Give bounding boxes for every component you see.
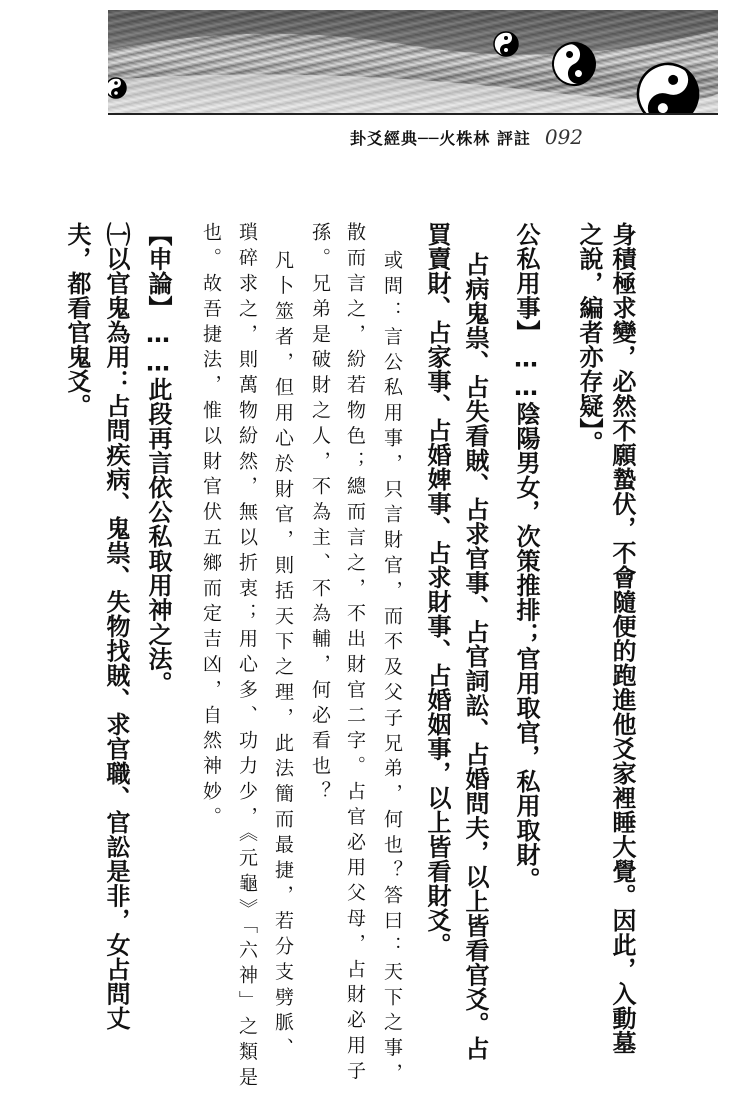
book-title: 卦爻經典──火株林 評註 <box>350 128 531 148</box>
column-text: 此段再言依公私取用神之法。 <box>144 377 172 696</box>
column-text: 占問疾病、鬼祟、失物找賊、求官職、官訟是非，女占問丈 <box>102 393 130 1031</box>
text-column <box>98 222 128 1031</box>
yin-yang-banner-art <box>108 10 718 114</box>
yin-yang-icon <box>108 78 126 98</box>
text-column: 買賣財、占家事、占婚婢事、占求財事、占婚姻事，以上皆看財爻。 <box>423 222 451 957</box>
text-column: 瑣碎求之，則萬物紛然，無以折衷；用心多、功力少，《元龜》「六神」之類是 <box>236 222 258 1092</box>
text-column <box>140 222 170 696</box>
text-column <box>508 222 538 892</box>
column-text: 陰陽男女，次策推排；官用取官，私用取財。 <box>512 401 540 892</box>
text-column: 占病鬼祟、占失看賊、占求官事、占官詞訟、占婚問夫，以上皆看官爻。占 <box>461 252 489 1061</box>
yin-yang-icon <box>630 56 707 114</box>
text-column: 凡卜筮者，但用心於財官，則括天下之理，此法簡而最捷，若分支劈脈、 <box>272 250 294 1063</box>
section-label: ㈠以官鬼為用： <box>102 222 130 394</box>
running-header <box>350 123 583 151</box>
text-column: 散而言之，紛若物色；總而言之，不出財官二字。占官必用父母，占財必用子 <box>344 222 366 1086</box>
section-label: 【申論】…… <box>144 222 172 377</box>
section-label: 公私用事】…… <box>512 222 540 402</box>
text-column: 夫，都看官鬼爻。 <box>63 222 91 418</box>
banner-divider <box>108 113 718 115</box>
page-number: 092 <box>544 125 584 149</box>
yin-yang-icon <box>494 32 518 56</box>
text-column: 身積極求變，必然不願蟄伏，不會隨便的跑進他爻家裡睡大覺。因此，入動墓 <box>608 222 636 1055</box>
text-column: 之說，編者亦存疑】。 <box>575 222 603 455</box>
banner-image <box>108 10 718 114</box>
text-column: 或問：言公私用事，只言財官，而不及父子兄弟，何也？答曰：天下之事， <box>381 250 403 1089</box>
text-column: 也。故吾捷法，惟以財官伏五鄉而定吉凶，自然神妙。 <box>200 222 222 832</box>
text-column: 孫。兄弟是破財之人，不為主、不為輔，何必看也？ <box>309 222 331 807</box>
